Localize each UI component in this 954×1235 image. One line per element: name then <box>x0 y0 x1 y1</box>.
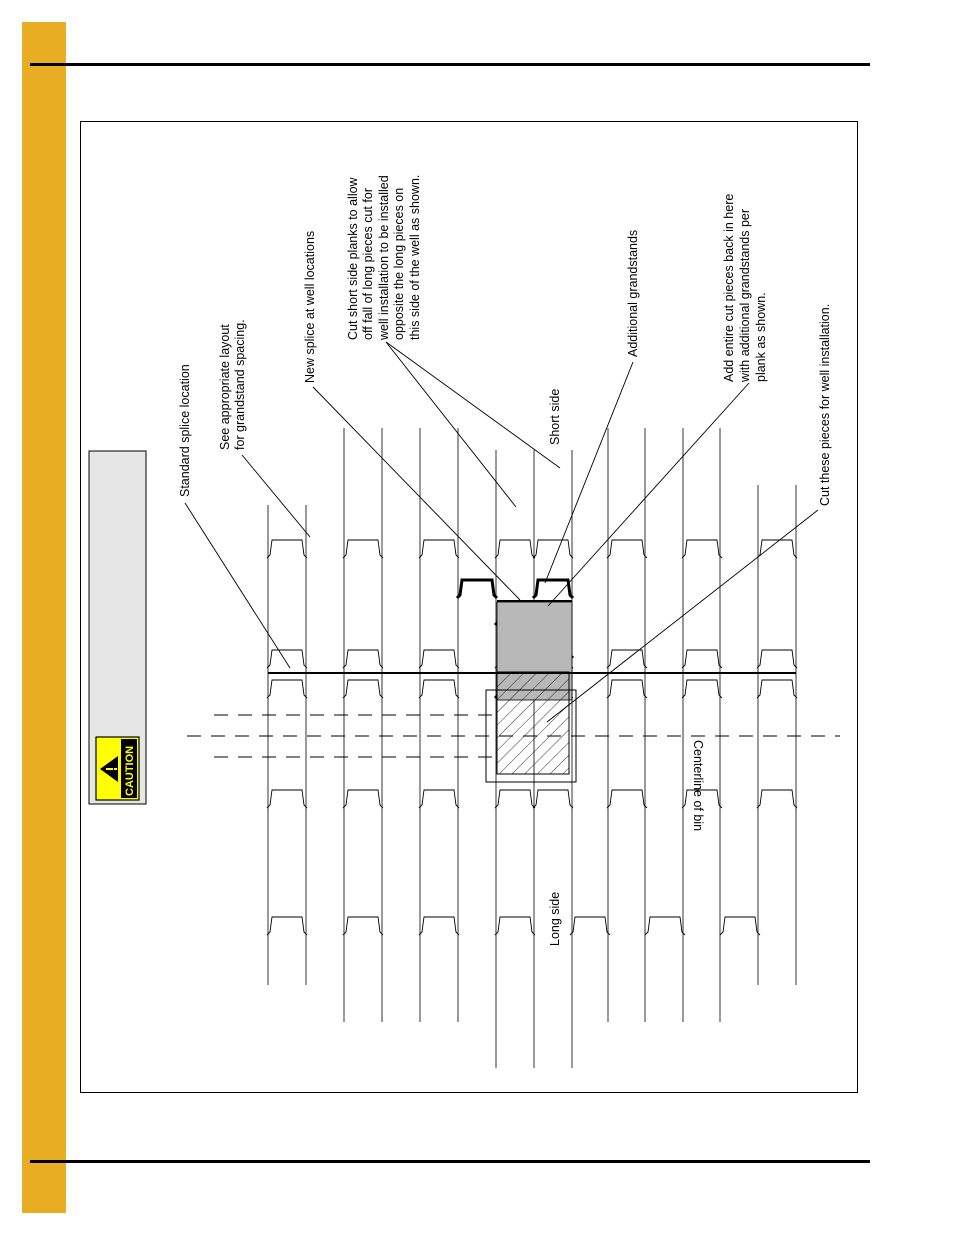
grandstand <box>267 917 307 935</box>
cut-short-label-2: off fall of long pieces cut for <box>361 188 375 340</box>
grandstand <box>645 917 685 935</box>
grandstand <box>757 680 797 698</box>
grandstand <box>757 790 797 808</box>
cut-short-label-3: well installation to be installed <box>377 175 391 340</box>
grandstand <box>343 790 383 808</box>
add-entire-label-2: with additional grandstands per <box>738 208 752 382</box>
grandstand <box>533 790 573 808</box>
new-splice-label: New splice at well locations <box>303 230 317 383</box>
grandstand <box>607 790 647 808</box>
grandstand <box>267 540 307 558</box>
grandstand <box>419 790 459 808</box>
see-layout-label-1: See appropriate layout <box>218 324 232 450</box>
grandstand <box>343 680 383 698</box>
well-cut-hatched-area <box>497 672 569 774</box>
cut-short-label-5: this side of the well as shown. <box>408 174 422 340</box>
grandstand <box>343 650 383 668</box>
cut-short-label-1: Cut short side planks to allow <box>346 177 360 340</box>
grandstand <box>757 650 797 668</box>
callout-labels <box>178 175 832 946</box>
centerline-label: Centerline of bin <box>691 740 705 832</box>
grandstand <box>607 680 647 698</box>
grandstand <box>495 540 535 558</box>
long-side-label: Long side <box>548 891 562 946</box>
additional-grandstands-label: Additional grandstands <box>626 229 640 357</box>
grandstand <box>495 917 535 935</box>
grandstand <box>419 540 459 558</box>
caution-badge-text: CAUTION <box>124 745 136 796</box>
grandstand <box>343 540 383 558</box>
standard-splice-label: Standard splice location <box>178 364 192 497</box>
grandstand <box>267 790 307 808</box>
add-entire-label-3: plank as shown. <box>754 292 768 382</box>
cut-short-label-4: opposite the long pieces on <box>392 187 406 340</box>
grandstand <box>533 540 573 558</box>
caution-icon <box>96 737 139 800</box>
add-entire-label-1: Add entire cut pieces back in here <box>722 193 736 382</box>
grandstand <box>682 650 722 668</box>
grandstand <box>570 917 610 935</box>
grandstand <box>720 917 760 935</box>
grandstand <box>607 540 647 558</box>
additional-grandstand <box>457 580 497 598</box>
short-side-label: Short side <box>548 388 562 445</box>
grandstand <box>682 680 722 698</box>
grandstand <box>267 650 307 668</box>
grandstand <box>682 540 722 558</box>
cut-these-label: Cut these pieces for well installation. <box>818 303 832 506</box>
grandstand <box>495 790 535 808</box>
grandstand <box>267 680 307 698</box>
grandstand <box>419 917 459 935</box>
grandstand <box>419 680 459 698</box>
grandstand <box>757 540 797 558</box>
grandstand <box>343 917 383 935</box>
grandstand <box>419 650 459 668</box>
additional-grandstand <box>533 580 573 598</box>
see-layout-label-2: for grandstand spacing. <box>233 319 247 450</box>
